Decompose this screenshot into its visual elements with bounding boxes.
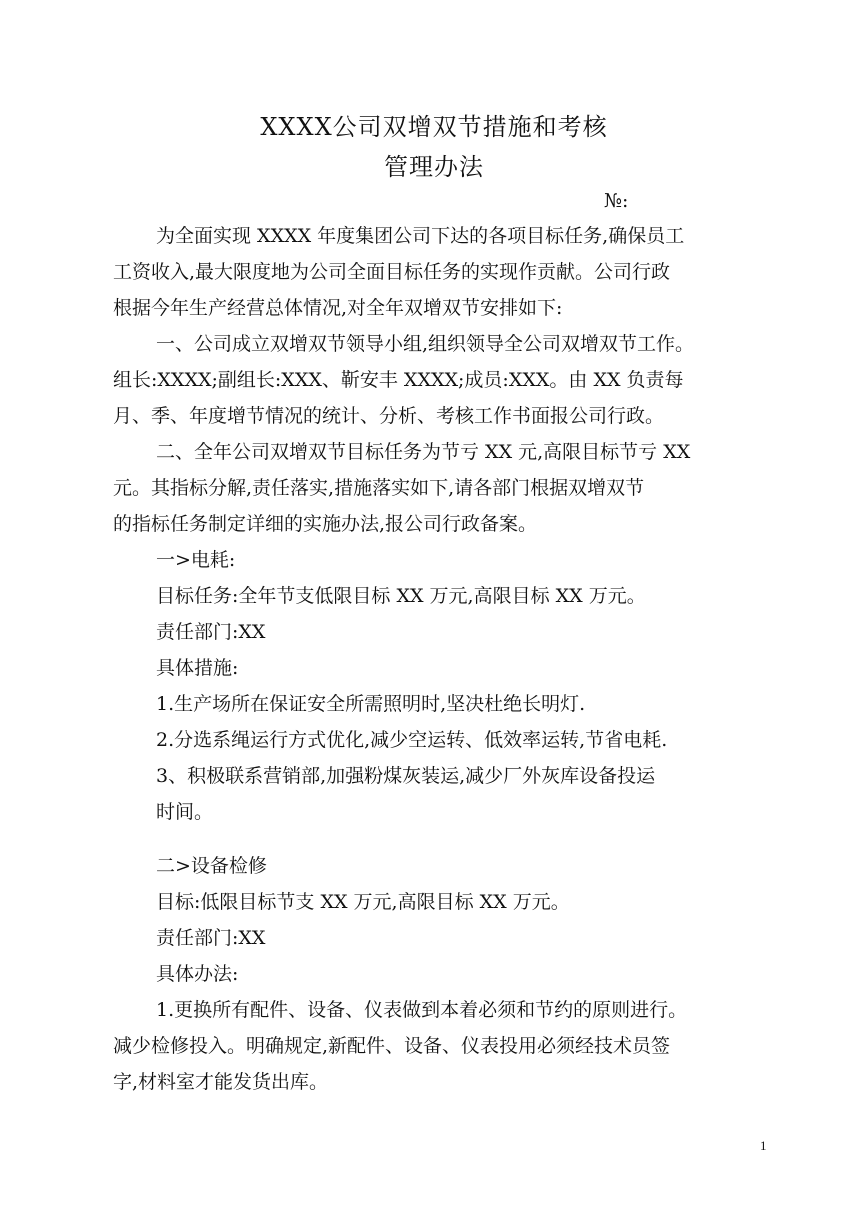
electricity-measure-item: 2.分选系绳运行方式优化,减少空运转、低效率运转,节省电耗. (156, 729, 668, 751)
section2-line: 二、全年公司双增双节目标任务为节亏 XX 元,高限目标节亏 XX (156, 441, 691, 463)
electricity-measure-item: 1.生产场所在保证安全所需照明时,坚决杜绝长明灯. (156, 693, 586, 715)
page-number: 1 (760, 1138, 767, 1153)
equipment-method-line: 字,材料室才能发货出库。 (113, 1071, 329, 1093)
electricity-department: 责任部门:XX (156, 621, 266, 643)
electricity-measure-item: 时间。 (156, 801, 214, 823)
equipment-methods-label: 具体办法: (156, 963, 239, 985)
section1-line: 一、公司成立双增双节领导小组,组织领导全公司双增双节工作。 (156, 333, 695, 355)
intro-line: 工资收入,最大限度地为公司全面目标任务的实现作贡献。公司行政 (113, 261, 671, 283)
document-title: XXXX公司双增双节措施和考核 (260, 113, 608, 141)
equipment-method-line: 1.更换所有配件、设备、仪表做到本着必须和节约的原则进行。 (156, 999, 688, 1021)
section2-line: 元。其指标分解,责任落实,措施落实如下,请各部门根据双增双节 (113, 477, 645, 499)
intro-line: 为全面实现 XXXX 年度集团公司下达的各项目标任务,确保员工 (156, 225, 685, 247)
document-number-label: №: (604, 190, 629, 212)
equipment-target: 目标:低限目标节支 XX 万元,高限目标 XX 万元。 (156, 891, 570, 913)
equipment-department: 责任部门:XX (156, 927, 266, 949)
electricity-measure-item: 3、积极联系营销部,加强粉煤灰装运,减少厂外灰库设备投运 (156, 765, 656, 787)
electricity-measures-label: 具体措施: (156, 657, 239, 679)
section2-line: 的指标任务制定详细的实施办法,报公司行政备案。 (113, 513, 538, 535)
electricity-target: 目标任务:全年节支低限目标 XX 万元,高限目标 XX 万元。 (156, 585, 646, 607)
electricity-heading: 一>电耗: (156, 549, 236, 571)
intro-line: 根据今年生产经营总体情况,对全年双增双节安排如下: (113, 297, 563, 319)
equipment-method-line: 减少检修投入。明确规定,新配件、设备、仪表投用必须经技术员签 (113, 1035, 671, 1057)
document-subtitle: 管理办法 (384, 153, 484, 181)
section1-line: 组长:XXXX;副组长:XXX、靳安丰 XXXX;成员:XXX。由 XX 负责每 (113, 369, 684, 391)
equipment-heading: 二>设备检修 (156, 855, 267, 877)
section1-line: 月、季、年度增节情况的统计、分析、考核工作书面报公司行政。 (113, 405, 665, 427)
